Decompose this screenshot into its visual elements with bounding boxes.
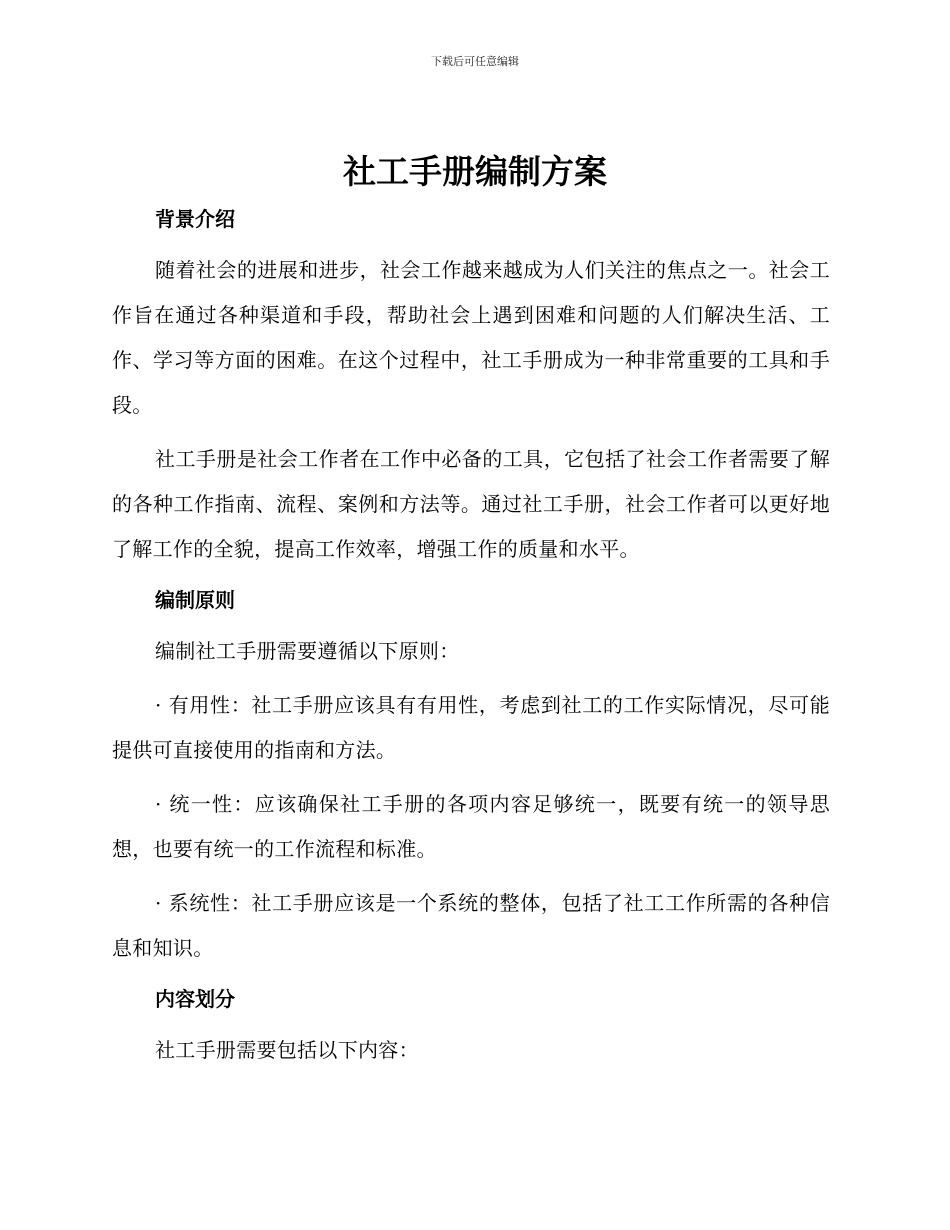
list-item: · 系统性：社工手册应该是一个系统的整体，包括了社工工作所需的各种信息和知识。 — [112, 891, 830, 960]
document-body — [112, 201, 830, 1073]
list-item: · 统一性：应该确保社工手册的各项内容足够统一，既要有统一的领导思想，也要有统一的工作流程和标准。 — [112, 792, 830, 861]
list-item: · 有用性：社工手册应该具有有用性，考虑到社工的工作实际情况，尽可能提供可直接使用的指南和方法。 — [112, 693, 830, 762]
header-note: 下载后可任意编辑 — [431, 55, 519, 68]
section-heading-content-division: 内容划分 — [155, 987, 235, 1011]
paragraph: 社工手册是社会工作者在工作中必备的工具，它包括了社会工作者需要了解的各种工作指南、流程、案例和方法等。通过社工手册，社会工作者可以更好地了解工作的全貌，提高工作效率，增强工作的质量和水平。 — [112, 447, 830, 561]
paragraph: 编制社工手册需要遵循以下原则： — [155, 639, 460, 663]
paragraph: 社工手册需要包括以下内容： — [155, 1038, 419, 1062]
section-heading-principles: 编制原则 — [155, 588, 235, 612]
document-title: 社工手册编制方案 — [343, 152, 607, 191]
section-heading-background: 背景介绍 — [155, 207, 235, 231]
paragraph: 随着社会的进展和进步，社会工作越来越成为人们关注的焦点之一。社会工作旨在通过各种渠道和手段，帮助社会上遇到困难和问题的人们解决生活、工作、学习等方面的困难。在这个过程中，社工手册成为一种非常重要的工具和手段。 — [112, 258, 830, 417]
